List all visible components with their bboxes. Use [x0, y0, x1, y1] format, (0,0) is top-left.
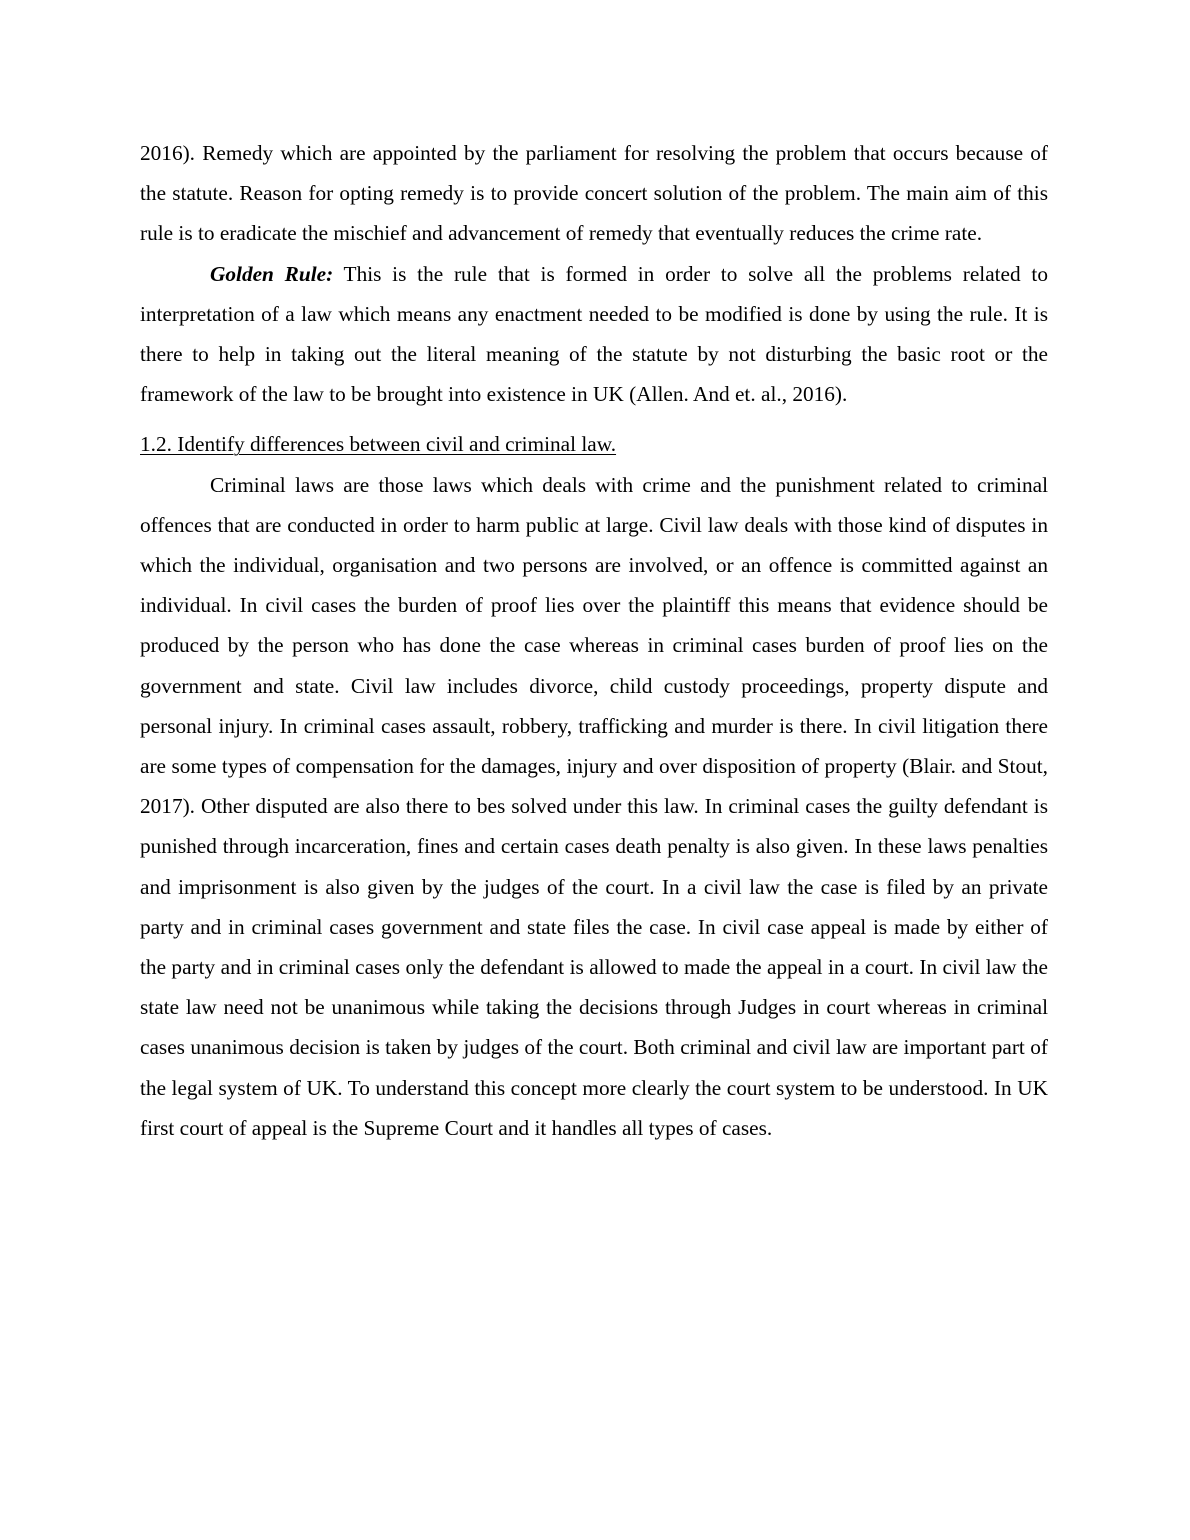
paragraph-golden-rule: [140, 254, 1048, 415]
golden-rule-term: Golden Rule:: [210, 261, 334, 286]
document-page: [140, 133, 1048, 1148]
section-heading: 1.2. Identify differences between civil and criminal law.: [140, 432, 617, 457]
golden-rule-text: This is the rule that is formed in order to solve all the problems related to interpretation of a law which means any enactment needed to be modified is done by using the rule. It is there to help in taking out the literal meaning of the statute by not disturbing the basic root or the framework of the law to be brought into existence in UK (Allen. And et. al., 2016).: [140, 261, 1048, 407]
paragraph-civil-vs-criminal: Criminal laws are those laws which deals with crime and the punishment related to criminal offences that are conducted in order to harm public at large. Civil law deals with those kind of disputes in which the individual, organisation and two persons are involved, or an offence is committed against an individual. In civil cases the burden of proof lies over the plaintiff this means that evidence should be produced by the person who has done the case whereas in criminal cases burden of proof lies on the government and state. Civil law includes divorce, child custody proceedings, property dispute and personal injury. In criminal cases assault, robbery, trafficking and murder is there. In civil litigation there are some types of compensation for the damages, injury and over disposition of property (Blair. and Stout, 2017). Other disputed are also there to bes solved under this law. In criminal cases the guilty defendant is punished through incarceration, fines and certain cases death penalty is also given. In these laws penalties and imprisonment is also given by the judges of the court. In a civil law the case is filed by an private party and in criminal cases government and state files the case. In civil case appeal is made by either of the party and in criminal cases only the defendant is allowed to made the appeal in a court. In civil law the state law need not be unanimous while taking the decisions through Judges in court whereas in criminal cases unanimous decision is taken by judges of the court. Both criminal and civil law are important part of the legal system of UK. To understand this concept more clearly the court system to be understood. In UK first court of appeal is the Supreme Court and it handles all types of cases.: [140, 472, 1048, 1140]
paragraph-mischief-rule-end: 2016). Remedy which are appointed by the parliament for resolving the problem that occurs because of the statute. Reason for opting remedy is to provide concert solution of the problem. The main aim of this rule is to eradicate the mischief and advancement of remedy that eventually reduces the crime rate.: [140, 141, 1048, 246]
